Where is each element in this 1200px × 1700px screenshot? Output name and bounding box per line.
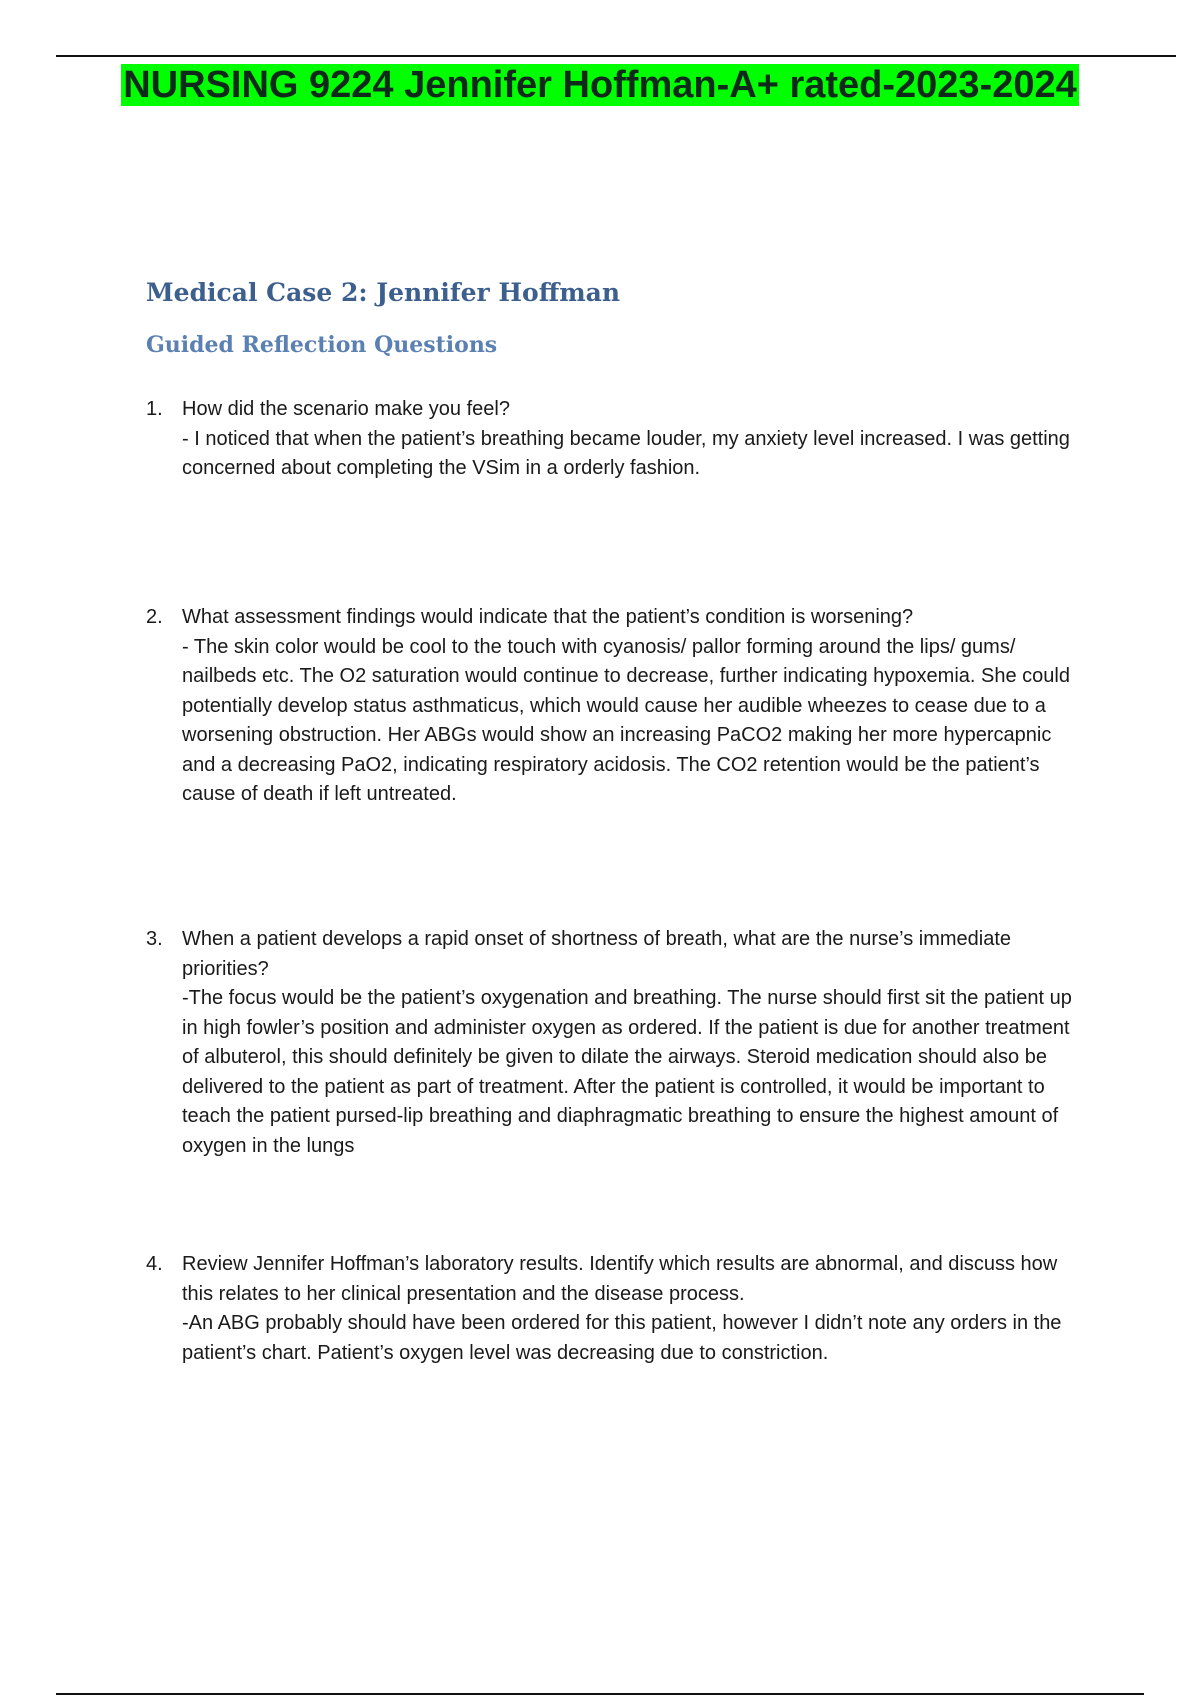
title-highlight: NURSING 9224 Jennifer Hoffman-A+ rated-2023-2024 <box>123 64 1077 106</box>
answer-text: -An ABG probably should have been ordered for this patient, however I didn’t note any orders in the patient’s chart. Patient’s oxygen level was decreasing due to constriction. <box>182 1312 1062 1364</box>
title-block <box>0 58 1200 113</box>
question-number: 4. <box>146 1253 163 1275</box>
question-item-1 <box>146 395 1076 484</box>
answer-text: -The focus would be the patient’s oxygenation and breathing. The nurse should first sit the patient up in high fowler’s position and administer oxygen as ordered. If the patient is due for another treatment of albuterol, this should definitely be given to dilate the airways. Steroid medication should also be delivered to the patient as part of treatment. After the patient is controlled, it would be important to teach the patient pursed-lip breathing and diaphragmatic breathing to ensure the highest amount of oxygen in the lungs <box>182 987 1072 1157</box>
question-text: Review Jennifer Hoffman’s laboratory results. Identify which results are abnormal, and discuss how this relates to her clinical presentation and the disease process. <box>182 1253 1058 1305</box>
section-heading: Guided Reflection Questions <box>146 332 498 358</box>
question-number: 2. <box>146 606 163 628</box>
bottom-rule <box>56 1693 1144 1695</box>
case-heading: Medical Case 2: Jennifer Hoffman <box>146 278 621 307</box>
answer-text: - The skin color would be cool to the touch with cyanosis/ pallor forming around the lips/ gums/ nailbeds etc. The O2 saturation would continue to decrease, further indicating hypoxemia. She could potentially develop status asthmaticus, which would cause her audible wheezes to cease due to a worsening obstruction. Her ABGs would show an increasing PaCO2 making her more hypercapnic and a decreasing PaO2, indicating respiratory acidosis. The CO2 retention would be the patient’s cause of death if left untreated. <box>182 635 1070 805</box>
question-text: How did the scenario make you feel? <box>182 398 510 420</box>
question-text: What assessment findings would indicate that the patient’s condition is worsening? <box>182 606 914 628</box>
document-title <box>0 58 1200 113</box>
question-item-2 <box>146 603 1076 810</box>
question-item-3 <box>146 925 1076 1161</box>
question-number: 1. <box>146 398 163 420</box>
answer-text: - I noticed that when the patient’s breathing became louder, my anxiety level increased. I was getting concerned about completing the VSim in a orderly fashion. <box>182 427 1070 479</box>
question-number: 3. <box>146 928 163 950</box>
top-rule <box>56 55 1176 57</box>
question-text: When a patient develops a rapid onset of shortness of breath, what are the nurse’s immediate priorities? <box>182 928 1012 980</box>
question-item-4 <box>146 1250 1076 1368</box>
